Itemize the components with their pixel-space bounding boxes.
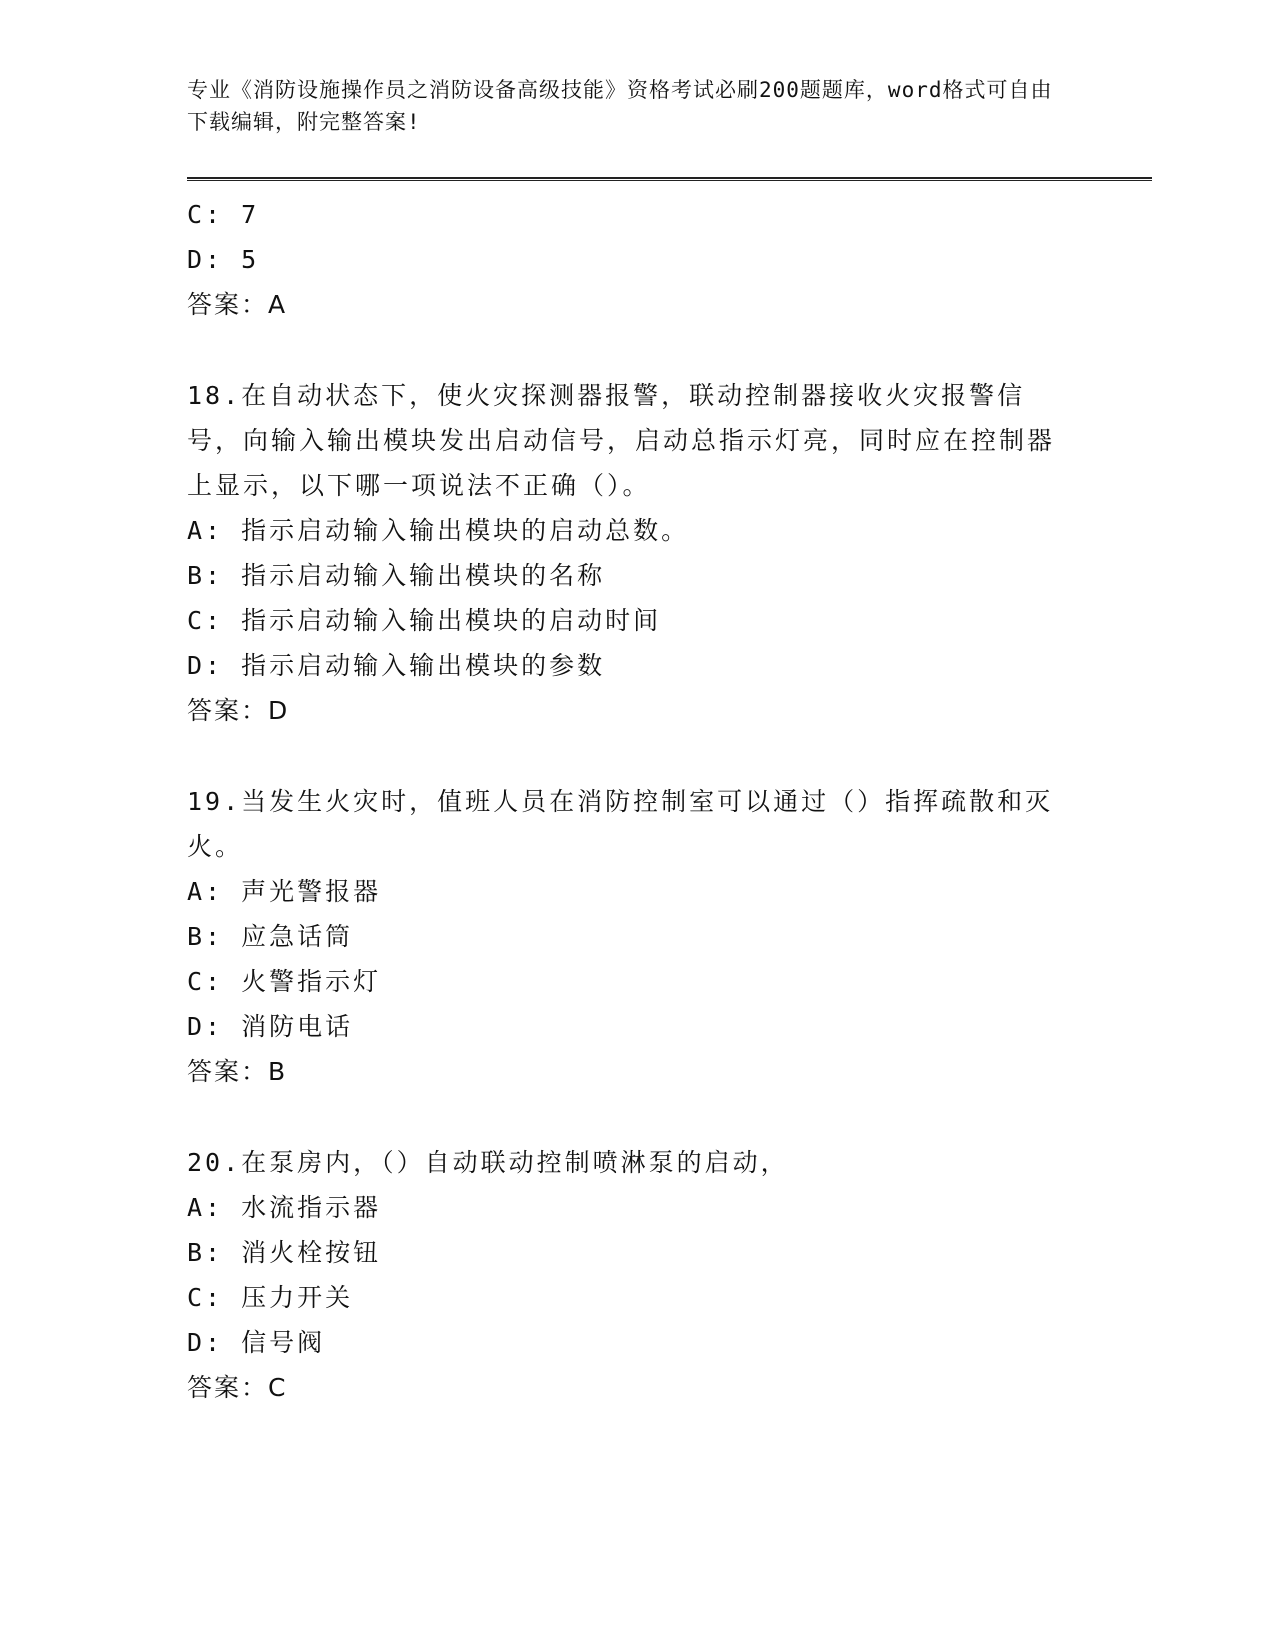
answer-line: 答案：B	[187, 1057, 288, 1086]
option-a: A: 指示启动输入输出模块的启动总数。	[187, 516, 690, 545]
question-text: 18.在自动状态下，使火灾探测器报警，联动控制器接收火灾报警信号，向输入输出模块发出启动信号，启动总指示灯亮，同时应在控制器上显示，以下哪一项说法不正确（）。	[187, 381, 1056, 500]
answer-line: 答案：D	[187, 696, 290, 725]
question-text: 20.在泵房内，（）自动联动控制喷淋泵的启动，	[187, 1148, 789, 1177]
document-header	[187, 74, 1067, 138]
answer-line: 答案：C	[187, 1373, 288, 1402]
spacer	[187, 1094, 1087, 1140]
question-text: 19.当发生火灾时，值班人员在消防控制室可以通过（）指挥疏散和灭火。	[187, 787, 1054, 861]
option-b: B: 消火栓按钮	[187, 1238, 382, 1267]
question-list	[187, 192, 1087, 1410]
spacer	[187, 327, 1087, 373]
option-a: A: 水流指示器	[187, 1193, 382, 1222]
question-20	[187, 1140, 1087, 1410]
option-b: B: 指示启动输入输出模块的名称	[187, 561, 606, 590]
answer-line: 答案：A	[187, 290, 288, 319]
header-title: 专业《消防设施操作员之消防设备高级技能》资格考试必刷200题题库，word格式可自由下载编辑，附完整答案!	[187, 78, 1053, 134]
option-d: D: 指示启动输入输出模块的参数	[187, 651, 606, 680]
spacer	[187, 733, 1087, 779]
option-c: C: 指示启动输入输出模块的启动时间	[187, 606, 662, 635]
option-a: A: 声光警报器	[187, 877, 382, 906]
option-c: C: 压力开关	[187, 1283, 354, 1312]
option-d: D: 消防电话	[187, 1012, 354, 1041]
option-d: D: 5	[187, 245, 260, 274]
prev-question-tail	[187, 192, 1087, 327]
question-18	[187, 373, 1087, 733]
question-19	[187, 779, 1087, 1094]
option-c: C: 7	[187, 200, 260, 229]
option-c: C: 火警指示灯	[187, 967, 382, 996]
header-divider	[187, 177, 1152, 181]
option-b: B: 应急话筒	[187, 922, 354, 951]
option-d: D: 信号阀	[187, 1328, 326, 1357]
